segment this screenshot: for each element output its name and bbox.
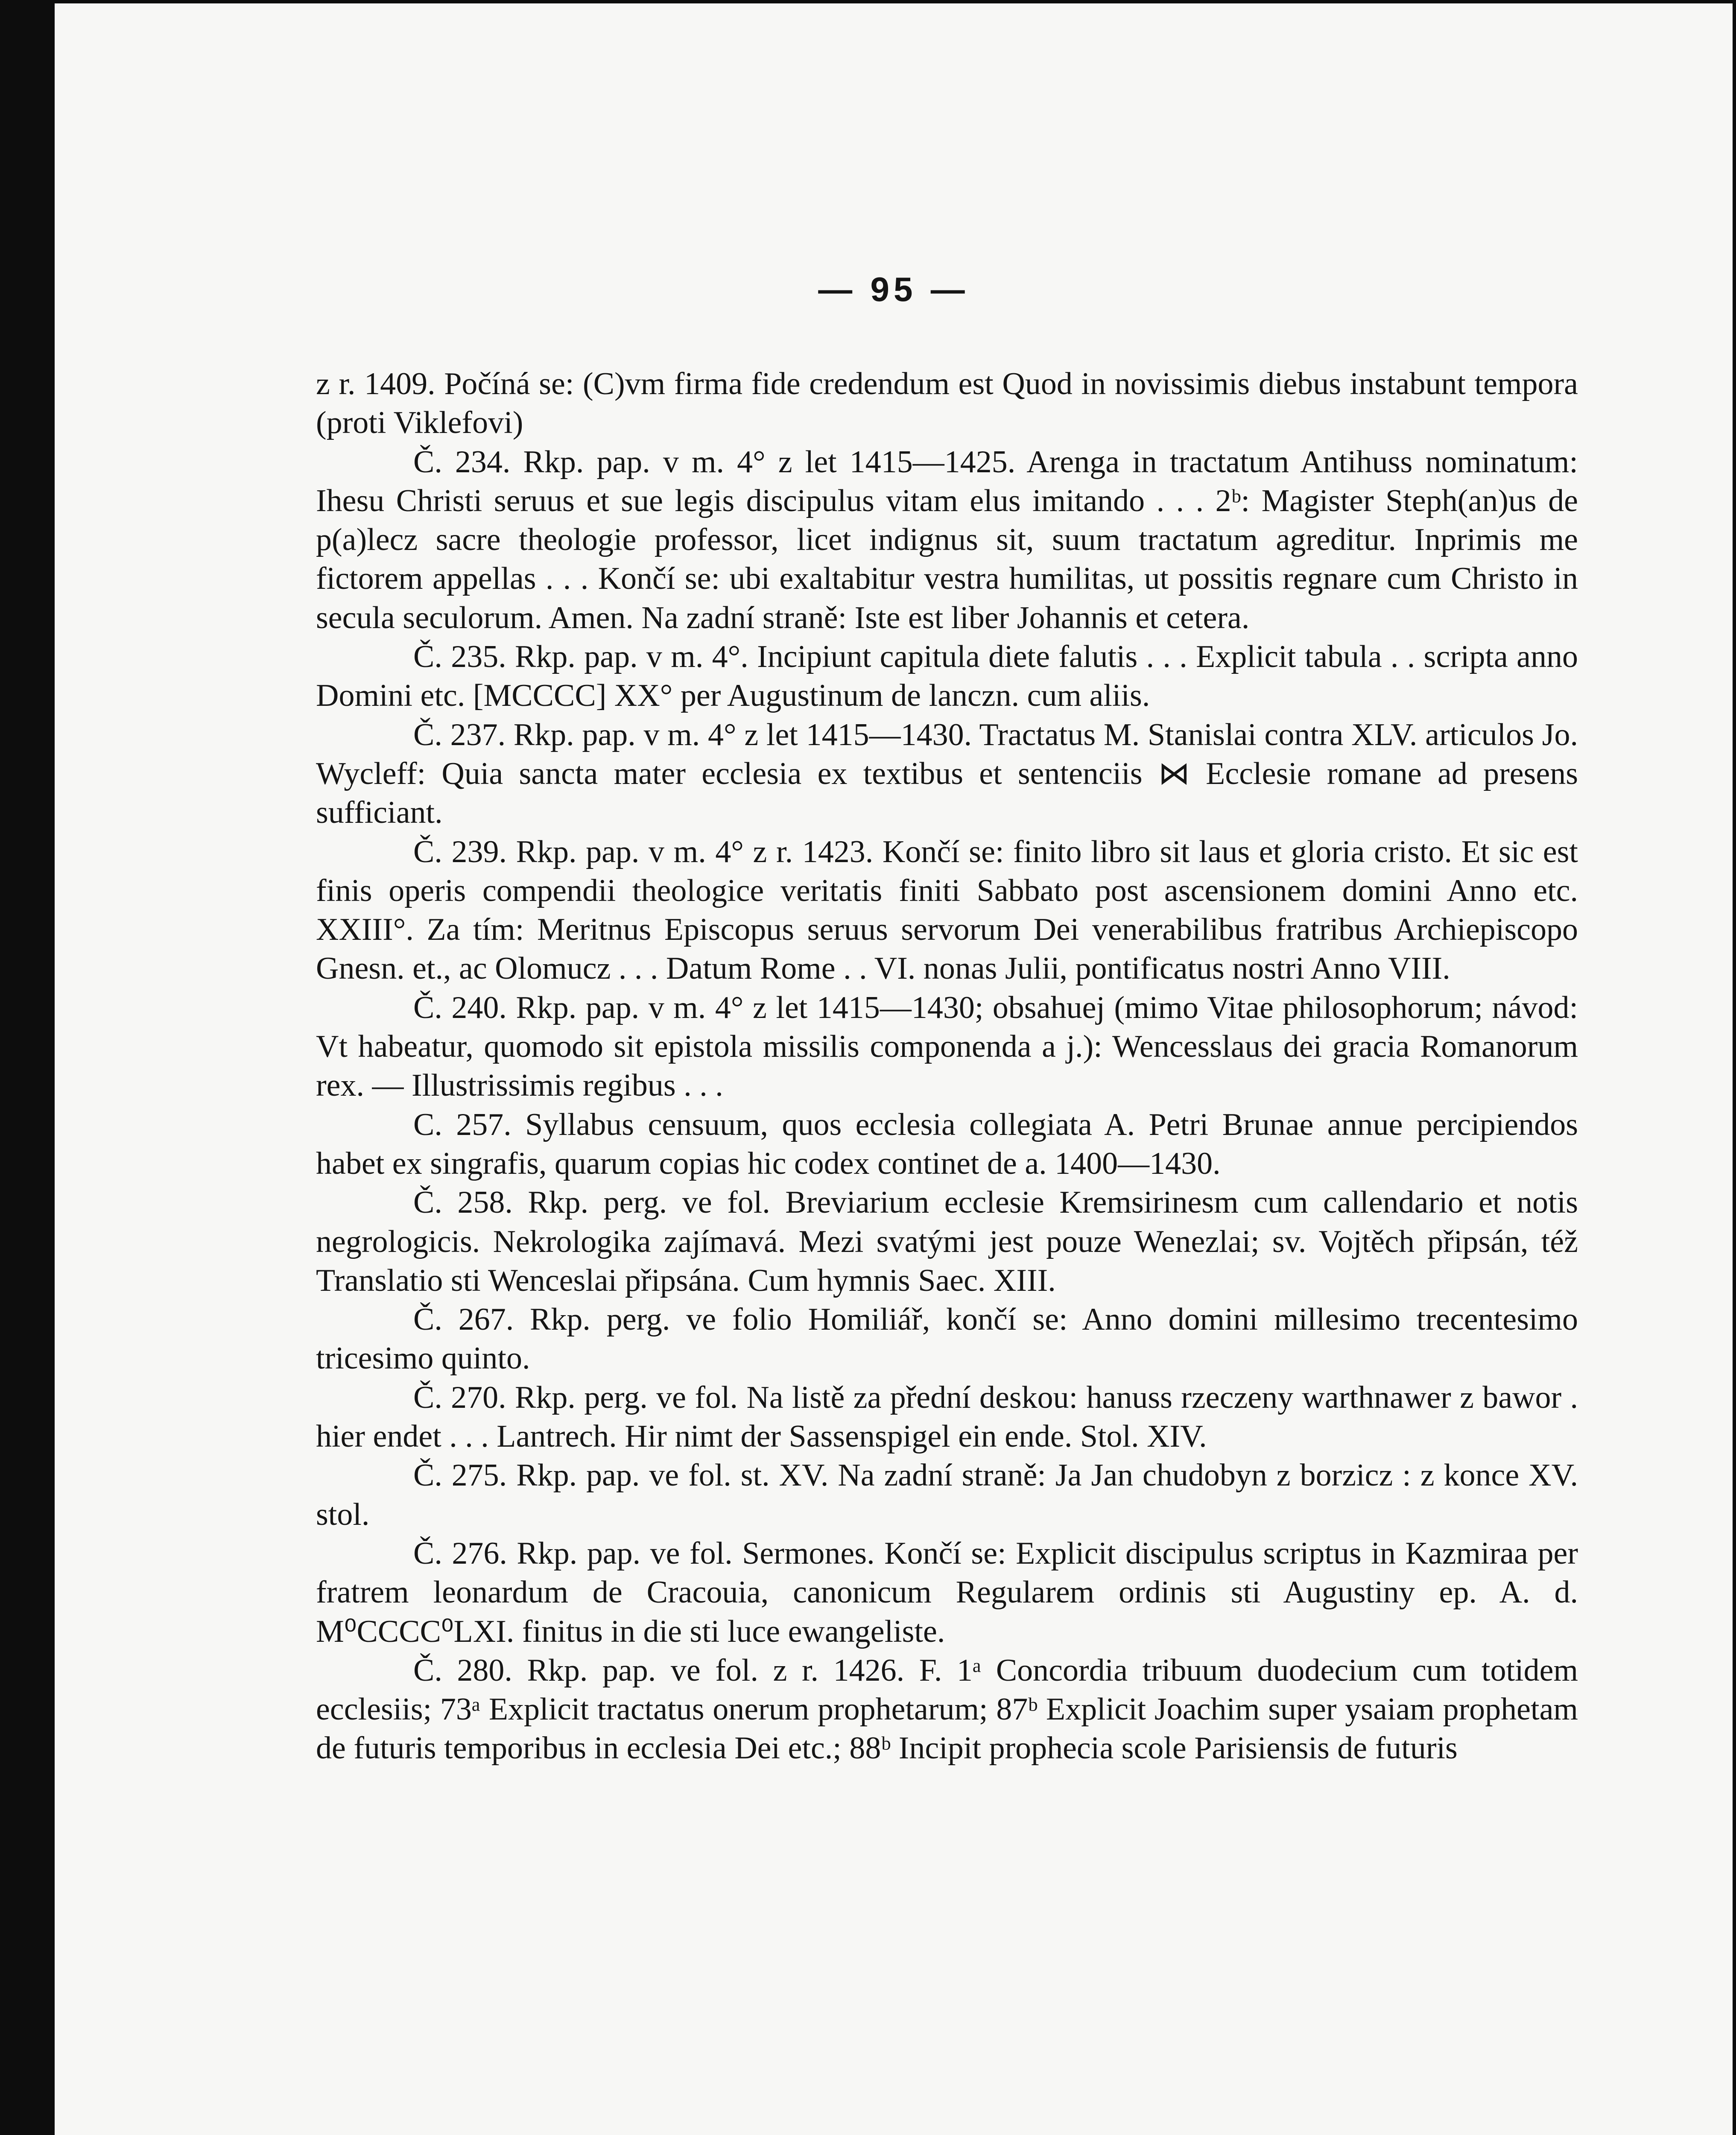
entry-234: Č. 234. Rkp. pap. v m. 4° z let 1415—1425. Arenga in tractatum Antihuss nominatum: Ihesu Christi seruus et sue legis discipulus vitam elus imitando . . . 2ᵇ: Magister Steph(an)us de p(a)lecz sacre theologie professor, licet indignus sit, suum tractatum agreditur. Inprimis me fictorem appellas . . . Končí se: ubi exaltabitur vestra humilitas, ut possitis regnare cum Christo in secula seculorum. Amen. Na zadní straně: Iste est liber Johannis et cetera. — [316, 444, 1578, 635]
entry-270: Č. 270. Rkp. perg. ve fol. Na listě za přední deskou: hanuss rzeczeny warthnawer z bawor . hier endet . . . Lantrech. Hir nimt der Sassenspigel ein ende. Stol. XIV. — [316, 1380, 1578, 1454]
entry-275: Č. 275. Rkp. pap. ve fol. st. XV. Na zadní straně: Ja Jan chudobyn z borzicz : z konce XV. stol. — [316, 1458, 1578, 1532]
entry-280: Č. 280. Rkp. pap. ve fol. z r. 1426. F. 1ᵃ Concordia tribuum duodecium cum totidem ecclesiis; 73ᵃ Explicit tractatus onerum prophetarum; 87ᵇ Explicit Joachim super ysaiam prophetam de futuris temporibus in ecclesia Dei etc.; 88ᵇ Incipit prophecia scole Parisiensis de futuris — [316, 1652, 1578, 1766]
entry-237: Č. 237. Rkp. pap. v m. 4° z let 1415—1430. Tractatus M. Stanislai contra XLV. articulos Jo. Wycleff: Quia sancta mater ecclesia ex textibus et sentenciis ⋈ Ecclesie romane ad presens sufficiant. — [316, 717, 1578, 831]
page-number: — 95 — — [818, 270, 969, 308]
entry-276: Č. 276. Rkp. pap. ve fol. Sermones. Končí se: Explicit discipulus scriptus in Kazmiraa per fratrem leonardum de Cracouia, canonicum Regularem ordinis sti Augustiny ep. A. d. M⁰CCCC⁰LXI. finitus in die sti luce ewangeliste. — [316, 1535, 1578, 1649]
book-page — [55, 3, 1733, 2135]
entry-258: Č. 258. Rkp. perg. ve fol. Breviarium ecclesie Kremsirinesm cum callendario et notis negrologicis. Nekrologika zajímavá. Mezi svatými jest pouze Wenezlai; sv. Vojtěch připsán, též Translatio sti Wenceslai připsána. Cum hymnis Saec. XIII. — [316, 1185, 1578, 1298]
entry-239: Č. 239. Rkp. pap. v m. 4° z r. 1423. Končí se: finito libro sit laus et gloria cristo. Et sic est finis operis compendii theologice veritatis finiti Sabbato post ascensionem domini Anno etc. XXIII°. Za tím: Meritnus Episcopus seruus servorum Dei venerabilibus fratribus Archiepiscopo Gnesn. et., ac Olomucz . . . Datum Rome . . VI. nonas Julii, pontificatus nostri Anno VIII. — [316, 834, 1578, 986]
entry-240: Č. 240. Rkp. pap. v m. 4° z let 1415—1430; obsahuej (mimo Vitae philosophorum; návod: Vt habeatur, quomodo sit epistola missilis componenda a j.): Wencesslaus dei gracia Romanorum rex. — Illustrissimis regibus . . . — [316, 990, 1578, 1103]
entry-267: Č. 267. Rkp. perg. ve folio Homiliář, končí se: Anno domini millesimo trecentesimo tricesimo quinto. — [316, 1302, 1578, 1376]
paragraph-continuation: z r. 1409. Počíná se: (C)vm firma fide credendum est Quod in novissimis diebus instabunt tempora (proti Viklefovi) — [316, 366, 1578, 441]
entry-257: C. 257. Syllabus censuum, quos ecclesia collegiata A. Petri Brunae annue percipiendos habet ex singrafis, quarum copias hic codex continet de a. 1400—1430. — [316, 1107, 1578, 1181]
body-text — [316, 365, 1578, 1768]
entry-235: Č. 235. Rkp. pap. v m. 4°. Incipiunt capitula diete falutis . . . Explicit tabula . . scripta anno Domini etc. [MCCCC] XX° per Augustinum de lanczn. cum aliis. — [316, 639, 1578, 714]
